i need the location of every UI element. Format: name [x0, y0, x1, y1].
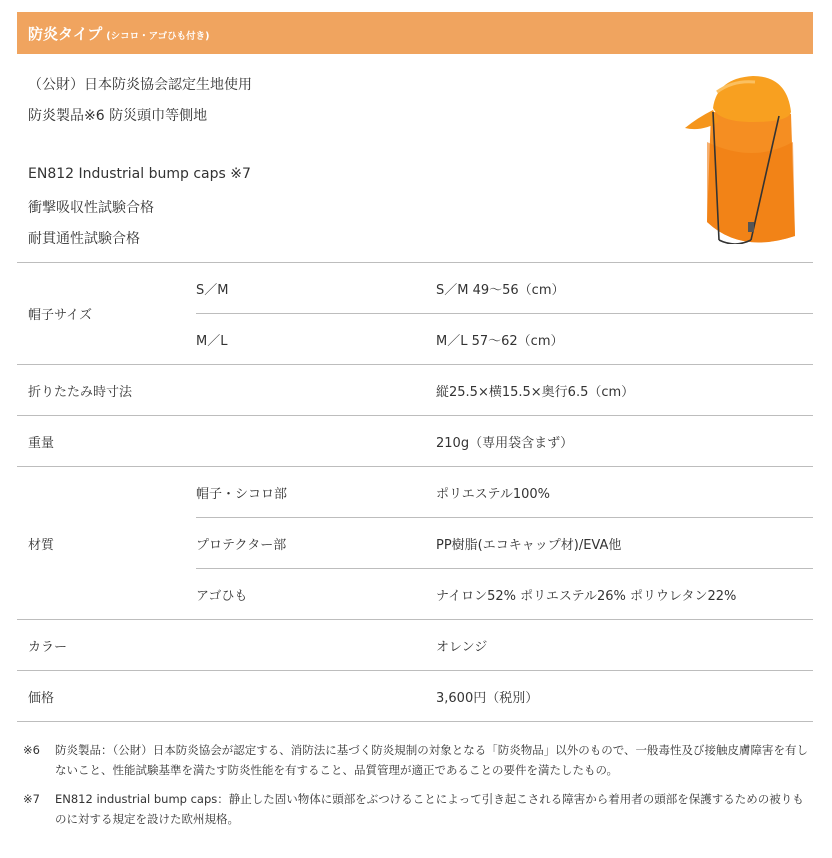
intro-block — [17, 54, 813, 263]
sub-label-chin-strap: アゴひも — [196, 569, 436, 620]
orange-cap-image — [683, 72, 801, 244]
row-label-cap-size: 帽子サイズ — [17, 263, 196, 365]
footnote-6 — [17, 740, 813, 780]
table-row — [17, 416, 813, 467]
value-size-sm: S／M 49～56（cm） — [436, 263, 813, 314]
section-subtitle: (シコロ・アゴひも付き) — [106, 30, 210, 42]
section-header — [17, 12, 813, 54]
row-label-color: カラー — [17, 620, 196, 671]
intro-line-en812: EN812 Industrial bump caps ※7 — [28, 166, 251, 182]
table-row — [17, 620, 813, 671]
value-weight: 210g（専用袋含まず） — [436, 416, 813, 467]
table-row — [17, 263, 813, 314]
value-price: 3,600円（税別） — [436, 671, 813, 722]
row-label-material: 材質 — [17, 467, 196, 620]
table-row — [17, 365, 813, 416]
intro-line-certified-fabric: （公財）日本防炎協会認定生地使用 — [28, 77, 252, 93]
sub-label-protector: プロテクター部 — [196, 518, 436, 569]
intro-line-penetration-test: 耐貫通性試験合格 — [28, 231, 140, 247]
value-material-chin-strap: ナイロン52% ポリエステル26% ポリウレタン22% — [436, 569, 813, 620]
value-color: オレンジ — [436, 620, 813, 671]
row-label-folded-size: 折りたたみ時寸法 — [17, 365, 196, 416]
product-spec-section — [17, 12, 813, 826]
table-row — [17, 467, 813, 518]
footnote-text: EN812 industrial bump caps：静止した固い物体に頭部をぶつけることによって引き起こされる障害から着用者の頭部を保護するための被りものに対する規定を設けた欧州規格。 — [55, 792, 804, 826]
footnote-mark: ※6 — [23, 743, 40, 757]
sub-label-sm: S／M — [196, 263, 436, 314]
table-row — [17, 671, 813, 722]
footnote-7 — [17, 789, 813, 829]
value-material-cap: ポリエステル100% — [436, 467, 813, 518]
sub-label-ml: M／L — [196, 314, 436, 365]
section-title: 防炎タイプ — [28, 24, 103, 43]
footnote-mark: ※7 — [23, 792, 40, 806]
spec-table — [17, 263, 813, 722]
value-size-ml: M／L 57～62（cm） — [436, 314, 813, 365]
sub-label-cap-shikoro: 帽子・シコロ部 — [196, 467, 436, 518]
footnote-text: 防炎製品：（公財）日本防炎協会が認定する、消防法に基づく防炎規制の対象となる「防炎物品」以外のもので、一般毒性及び接触皮膚障害を有しないこと、性能試験基準を満たす防炎性能を有すること、品質管理が適正であることの要件を満たしたもの。 — [55, 743, 809, 777]
intro-line-fireproof-product: 防炎製品※6 防災頭巾等側地 — [28, 108, 208, 124]
footnotes — [17, 740, 813, 838]
value-folded-size: 縦25.5×横15.5×奥行6.5（cm） — [436, 365, 813, 416]
row-label-price: 価格 — [17, 671, 196, 722]
value-material-protector: PP樹脂(エコキャップ材)/EVA他 — [436, 518, 813, 569]
intro-line-impact-test: 衝撃吸収性試験合格 — [28, 200, 154, 216]
row-label-weight: 重量 — [17, 416, 196, 467]
